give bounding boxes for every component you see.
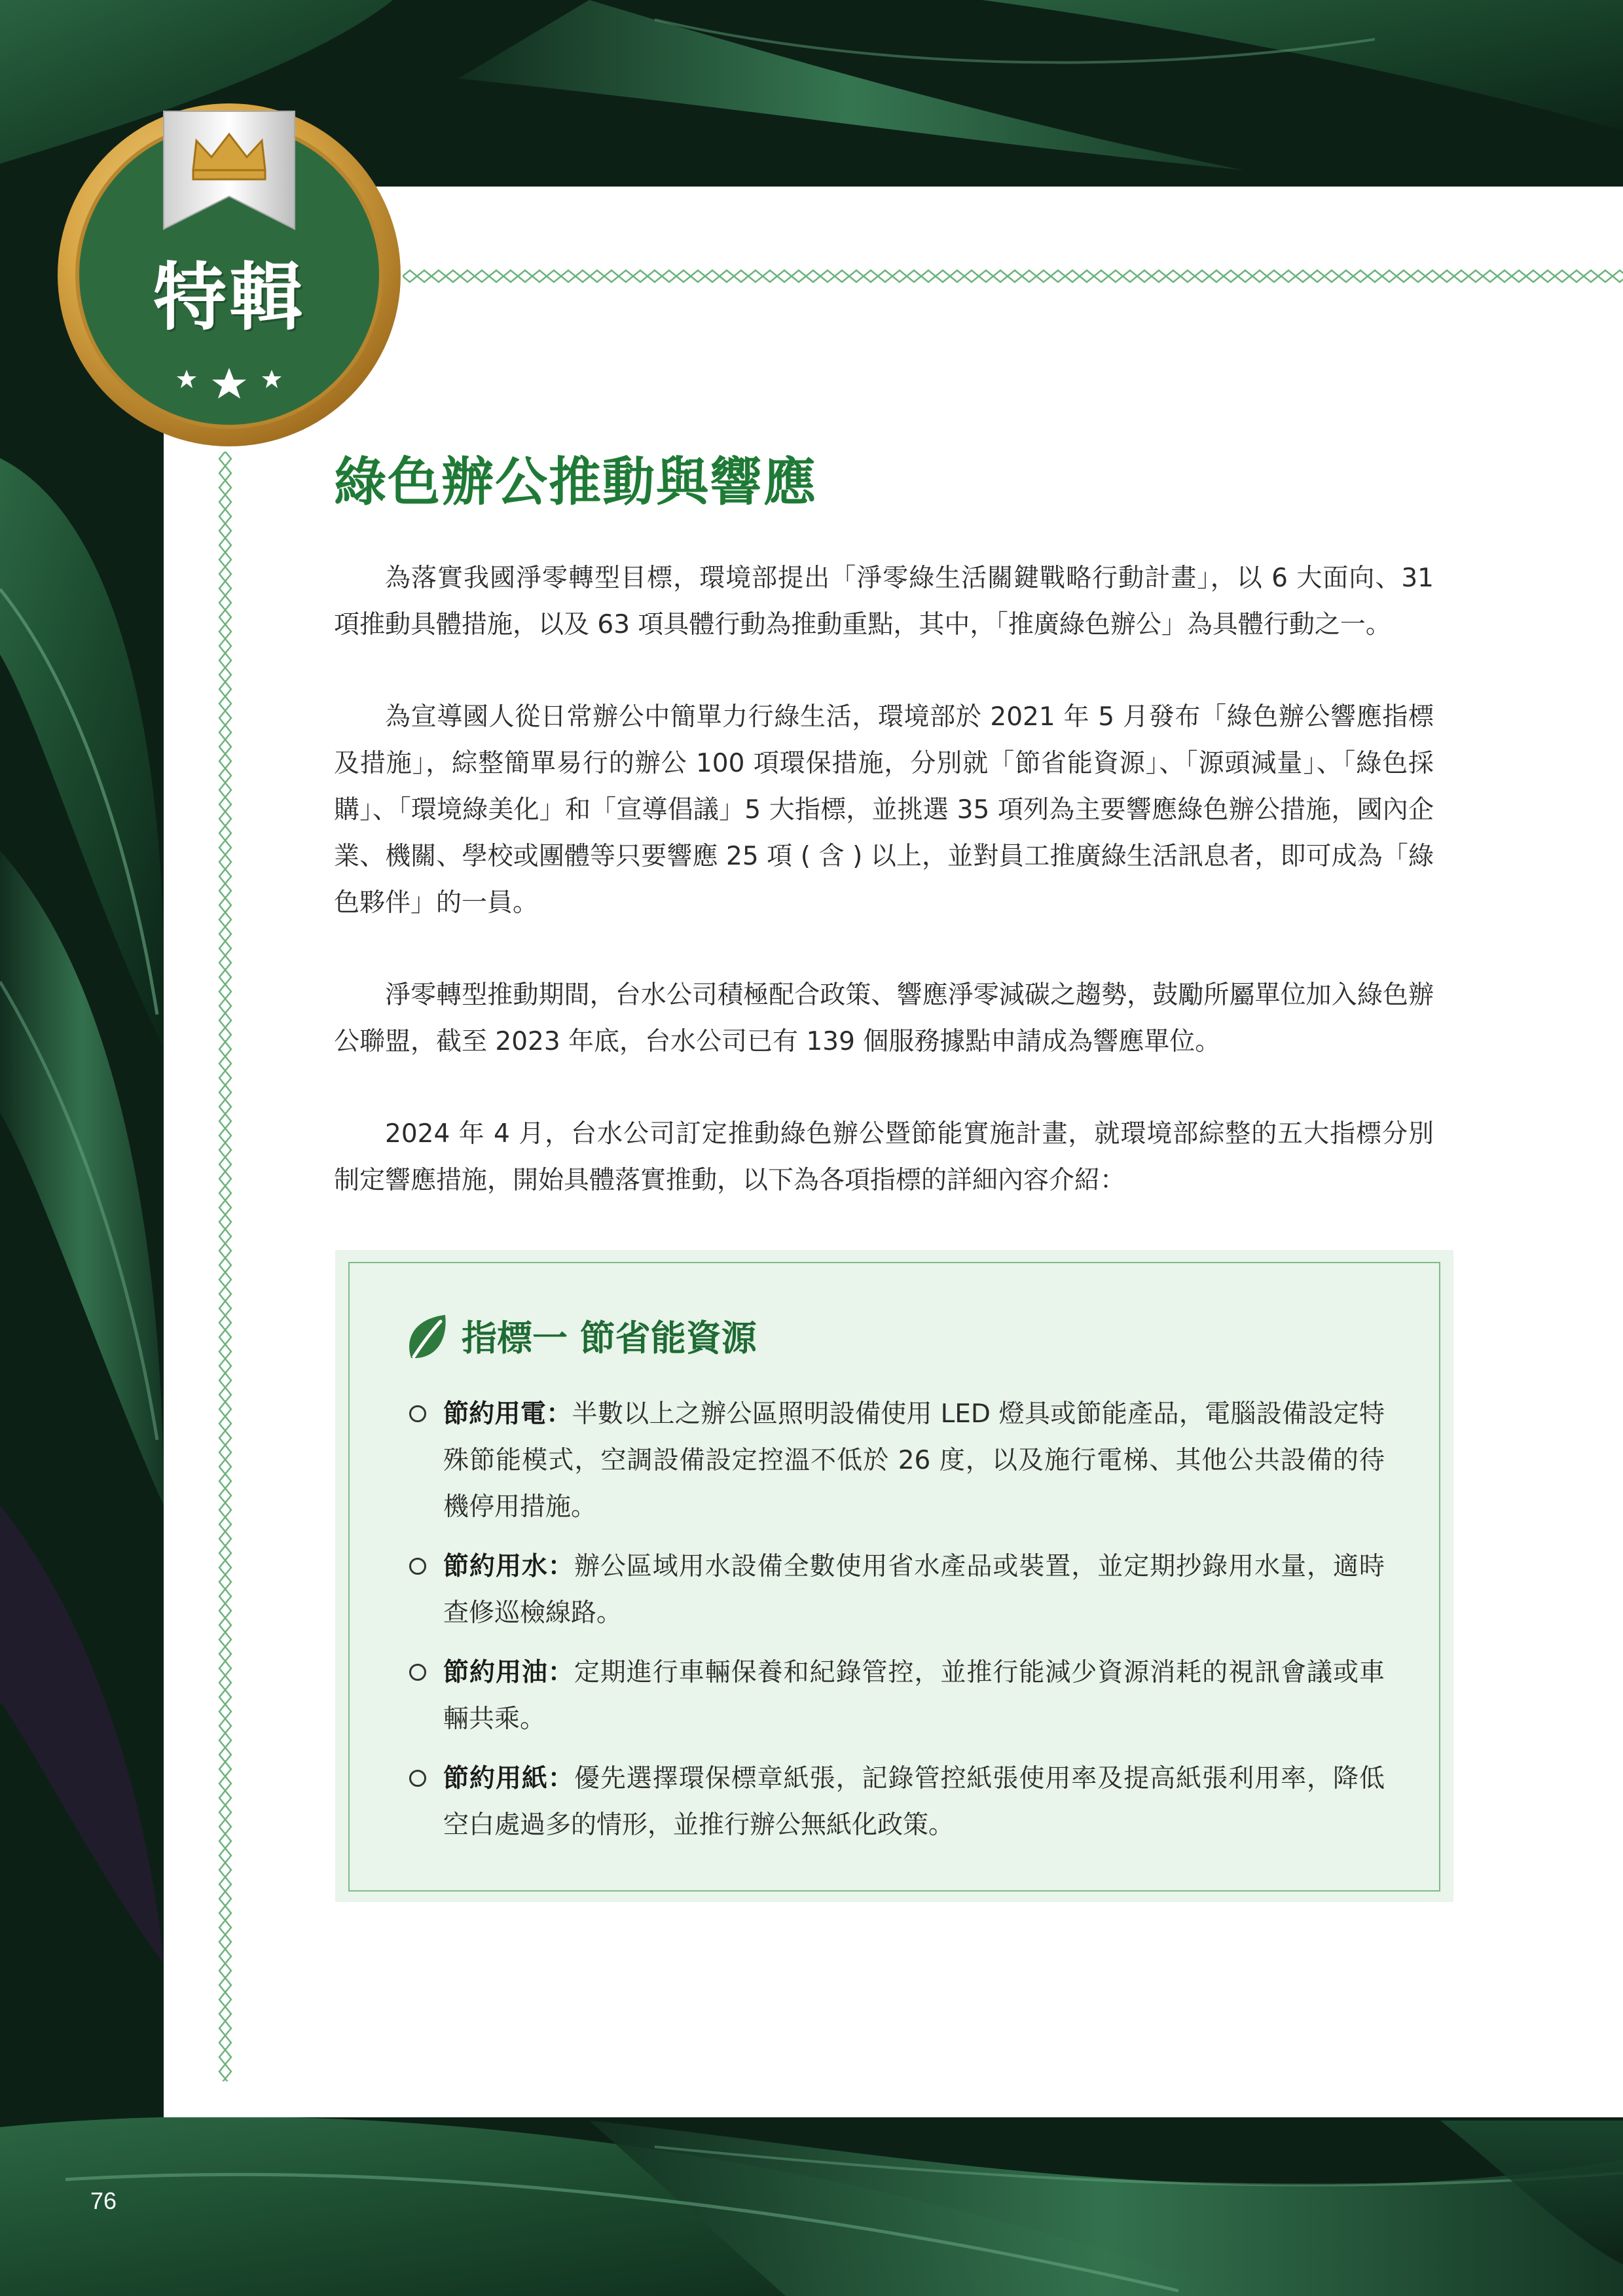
item-text: 辦公區域用水設備全數使用省水產品或裝置，並定期抄錄用水量，適時查修巡檢線路。	[443, 1552, 1385, 1628]
item-text: 優先選擇環保標章紙張，記錄管控紙張使用率及提高紙張利用率，降低空白處過多的情形，並推行辦公無紙化政策。	[443, 1764, 1385, 1840]
indicator-title: 指標一 節省能資源	[462, 1318, 757, 1359]
paragraph-4: 2024 年 4 月，台水公司訂定推動綠色辦公暨節能實施計畫，就環境部綜整的五大指標分別制定響應措施，開始具體落實推動，以下為各項指標的詳細內容介紹：	[334, 1119, 1434, 1195]
paragraph-1: 為落實我國淨零轉型目標，環境部提出「淨零綠生活關鍵戰略行動計畫」，以 6 大面向、31 項推動具體措施，以及 63 項具體行動為推動重點，其中，「推廣綠色辦公」為具體行動之一。	[334, 564, 1434, 639]
page-number: 76	[90, 2187, 117, 2214]
circle-bullet-icon	[409, 1558, 426, 1575]
circle-bullet-icon	[409, 1664, 426, 1681]
badge-label: 特輯	[153, 255, 305, 340]
circle-bullet-icon	[409, 1770, 426, 1787]
item-label: 節約用電：	[443, 1399, 572, 1429]
list-item	[409, 1391, 1385, 1530]
item-text: 定期進行車輛保養和紀錄管控，並推行能減少資源消耗的視訊會議或車輛共乘。	[443, 1658, 1385, 1734]
diamond-border-left	[217, 452, 233, 2081]
item-label: 節約用水：	[443, 1552, 574, 1581]
paragraph-2: 為宣導國人從日常辦公中簡單力行綠生活，環境部於 2021 年 5 月發布「綠色辦公響應指標及措施」，綜整簡單易行的辦公 100 項環保措施，分別就「節省能資源」、「源頭減量」、「綠色採購」、「環境綠美化」和「宣導倡議」5 大指標，並挑選 35 項列為主要響應綠色辦公措施，國內企業、機關、學校或團體等只要響應 25 項 ( 含 ) 以上，並對員工推廣綠生活訊息者，即可成為「綠色夥伴」的一員。	[334, 702, 1434, 918]
diamond-border-top	[403, 268, 1623, 284]
circle-bullet-icon	[409, 1405, 426, 1422]
item-text: 半數以上之辦公區照明設備使用 LED 燈具或節能產品，電腦設備設定特殊節能模式，空調設備設定控溫不低於 26 度，以及施行電梯、其他公共設備的待機停用措施。	[443, 1399, 1385, 1522]
item-label: 節約用油：	[443, 1658, 574, 1687]
item-label: 節約用紙：	[443, 1764, 574, 1793]
list-item	[409, 1543, 1385, 1636]
leaf-icon	[405, 1312, 450, 1365]
list-item	[409, 1755, 1385, 1848]
paragraph-3: 淨零轉型推動期間，台水公司積極配合政策、響應淨零減碳之趨勢，鼓勵所屬單位加入綠色辦公聯盟，截至 2023 年底，台水公司已有 139 個服務據點申請成為響應單位。	[334, 980, 1434, 1056]
page-title: 綠色辦公推動與響應	[334, 452, 817, 512]
list-item	[409, 1649, 1385, 1742]
